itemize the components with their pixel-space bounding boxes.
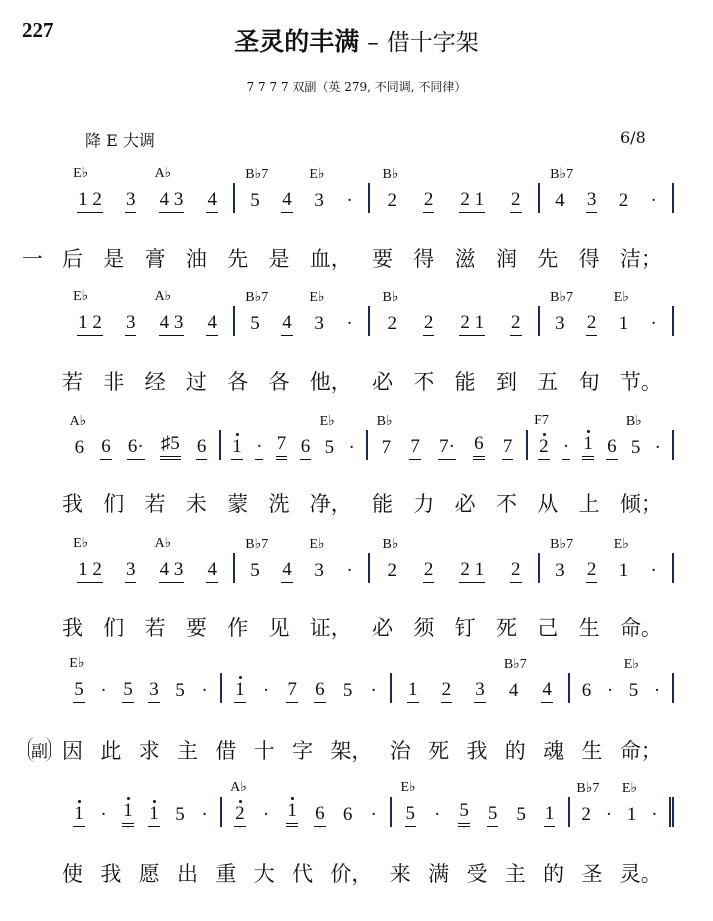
note: 4 B♭7 [550,167,574,211]
lyric-syllable: 是 [103,247,125,271]
note: 5 E♭ [319,414,335,458]
chord-symbol: B♭7 [245,290,269,305]
lyric-syllable: 力 [413,492,435,516]
note: 1 2 E♭ [77,190,103,213]
measure [235,167,370,213]
measure [62,797,222,827]
lyric-syllable: 我 [466,739,488,763]
lyric-syllable: 价， [330,862,373,886]
music-system [62,289,674,336]
note: 5 [122,680,134,703]
chord-symbol: B♭7 [550,167,574,182]
chord-symbol: A♭ [154,536,172,551]
dot-note: · [605,804,613,825]
lyric-syllable: 愿 [138,862,160,886]
note: 2 [423,313,435,336]
note: 1 E♭ [621,781,638,825]
chord-symbol: B♭7 [245,537,269,552]
note: 2 A♭ [234,804,246,827]
note: 3 E♭ [309,537,325,581]
chord-symbol: B♭ [376,414,393,429]
lyric-syllable: 倾； [619,492,662,516]
title-main: 圣灵的丰满 [234,27,360,56]
dot-note: · [201,804,208,825]
note: 4 [206,190,218,213]
note: 1 [122,801,134,827]
chord-symbol: E♭ [309,167,325,182]
lyric-syllable: 是 [268,247,290,271]
note: 3 [125,190,137,213]
note: 6 [314,680,326,703]
lyric-syllable: 经 [144,370,166,394]
lyric-syllable: 五 [537,370,559,394]
chord-symbol: B♭7 [576,781,600,796]
lyric-syllable: 旬 [578,370,600,394]
note: 6 [606,437,618,460]
lyric-syllable: 己 [537,616,559,640]
chord-symbol: E♭ [73,536,89,551]
note: 6 A♭ [69,414,87,458]
dot-note: · [654,437,661,458]
lyric-syllable: 见 [268,616,290,640]
note: 4 [281,560,293,583]
note: 6 [300,437,312,460]
dot-note: · [650,313,657,334]
note: 5 B♭7 [245,290,269,334]
chord-symbol: B♭ [382,290,399,305]
note: ♯5 [160,434,181,460]
music-system [62,656,674,703]
lyric-syllable: 我 [100,862,122,886]
measure [540,290,674,336]
note: 5 B♭7 [245,167,269,211]
lyric-syllable: 架， [330,739,373,763]
note: 3 [586,190,598,213]
lyric-syllable: 们 [103,616,125,640]
dot-note: · [653,680,661,701]
lyrics-line [62,858,662,888]
lyric-syllable: 重 [215,862,237,886]
note: 2 [510,560,522,583]
note: 5 [487,804,499,827]
lyric-syllable: 命。 [619,616,662,640]
note: 1 2 E♭ [77,560,103,583]
lyric-syllable: 灵。 [619,862,662,886]
lyrics-line [62,243,662,273]
lyric-syllable: 若 [62,370,83,394]
note: 7 [286,680,298,703]
note: 7 B♭ [376,414,393,458]
lyric-syllable: 过 [185,370,207,394]
lyric-syllable: 若 [144,616,166,640]
lyric-syllable: 的 [504,739,526,763]
note: 1 [582,434,594,460]
note: 3 [125,560,137,583]
measure [528,413,674,460]
lyric-syllable: 滋 [454,247,476,271]
note: 5 E♭ [73,680,85,703]
measure [62,414,221,460]
lyric-syllable: 受 [466,862,488,886]
note: 6 [196,437,208,460]
measure [370,290,540,336]
chord-symbol: B♭7 [550,537,574,552]
music-system [62,536,674,583]
lyric-syllable: 蒙 [227,492,249,516]
dot-note: · [650,190,657,211]
lyric-syllable: 字 [292,739,314,763]
note: 2 F7 [538,437,550,460]
lyric-syllable: 的 [543,862,565,886]
chord-symbol: E♭ [73,289,89,304]
meter-info: 7 7 7 7 双副（英 279, 不同调, 不同律） [246,80,467,94]
lyric-syllable: 十 [253,739,275,763]
measure [235,537,370,583]
note: 5 B♭7 [245,537,269,581]
lyric-syllable: 得 [413,247,435,271]
note: 3 [474,680,486,703]
note: 2 1 [459,560,485,583]
note: 2 1 [459,190,485,213]
lyric-syllable: 须 [413,616,435,640]
lyric-syllable: 要 [185,616,207,640]
note: 1 E♭ [613,537,629,581]
note: 4 [281,313,293,336]
note: 6 [100,437,112,460]
title-separator: – [367,30,379,56]
chord-symbol: E♭ [623,657,639,672]
measure [370,167,540,213]
lyric-syllable: 从 [537,492,559,516]
title-subtitle: 借十字架 [386,30,479,56]
lyric-syllable: 不 [413,370,435,394]
note: 5 [342,680,353,701]
note: 1 [148,804,160,827]
lyric-syllable: 净， [309,492,352,516]
measure [235,290,370,336]
dot-note: · [348,437,355,458]
note: 4 [541,680,553,703]
note: 2 [510,190,522,213]
lyric-syllable: 非 [103,370,125,394]
dot-note: · [370,680,377,701]
dot-note: · [370,804,377,825]
chord-symbol: E♭ [73,166,89,181]
measure [392,780,570,827]
chord-symbol: B♭7 [245,167,269,182]
note: 4 B♭7 [503,657,527,701]
note: 2 B♭7 [576,781,600,825]
note: 6 [314,804,326,827]
chord-symbol: E♭ [621,781,638,796]
note: 1 [73,804,85,827]
chord-symbol: B♭7 [550,290,574,305]
measure [540,537,674,583]
chord-symbol: A♭ [154,166,172,181]
chord-symbol: B♭ [625,414,642,429]
note: 1 [544,804,556,827]
hymn-title [0,22,713,58]
note: 5 [458,801,470,827]
lyric-syllable: 洁； [619,247,662,271]
refrain-marker: 副 [28,737,51,762]
note: 7· [438,437,456,460]
lyric-syllable: 节。 [619,370,662,394]
note: 2 [586,313,598,336]
lyric-syllable: 膏 [144,247,166,271]
chord-symbol: B♭ [382,537,399,552]
dot-note: · [606,680,614,701]
lyric-syllable: 必 [372,616,394,640]
chord-symbol: A♭ [69,414,87,429]
note: 5 E♭ [623,657,639,701]
dot-note: · [346,313,353,334]
note: 7 [276,434,288,460]
note: 6 [581,680,592,701]
lyrics-line [62,612,662,642]
lyric-syllable: 油 [185,247,207,271]
note: 4 3 A♭ [159,560,185,583]
lyric-syllable: 大 [253,862,275,886]
note: 6· [127,437,145,460]
lyric-syllable: 治 [389,739,411,763]
note: 5 E♭ [405,804,417,827]
lyric-syllable: 证， [309,616,352,640]
dot-note: · [201,680,208,701]
lyric-syllable: 来 [389,862,411,886]
lyric-syllable: 满 [428,862,450,886]
note: 7 [502,437,514,460]
measure [570,781,674,827]
note: 2 [510,313,522,336]
dot-note: · [100,804,107,825]
chord-symbol: E♭ [613,537,629,552]
note: 2 [423,190,435,213]
lyric-syllable: 钉 [454,616,476,640]
chord-symbol: A♭ [230,780,247,795]
chord-symbol: E♭ [309,290,325,305]
note: 1 [231,437,243,460]
chord-symbol: B♭ [382,167,399,182]
lyric-syllable: 主 [177,739,199,763]
lyric-syllable: 代 [292,862,314,886]
note: 4 [206,560,218,583]
dot-note: · [262,804,270,825]
lyric-syllable: 出 [177,862,199,886]
note: 3 [148,680,160,703]
lyric-syllable: 生 [581,739,603,763]
chord-symbol: E♭ [69,656,85,671]
lyric-syllable: 若 [144,492,166,516]
dot-note: · [346,190,353,211]
dot-note: · [346,560,353,581]
lyric-syllable: 他， [309,370,352,394]
chord-symbol: A♭ [154,289,172,304]
dot-note: · [255,437,263,460]
measure [570,657,674,703]
dot-note: · [650,560,657,581]
lyric-syllable: 未 [185,492,207,516]
hymn-number: 227 [22,18,54,42]
lyric-syllable: 借 [215,739,237,763]
music-system [62,413,674,460]
note: 2 B♭ [382,290,399,334]
lyric-syllable: 得 [578,247,600,271]
note: 6 [342,804,353,825]
lyric-syllable: 使 [62,862,83,886]
lyric-syllable: 主 [504,862,526,886]
lyric-syllable: 润 [495,247,517,271]
note: 1 [286,801,298,827]
chord-symbol: E♭ [319,414,335,429]
verse-number: 一 [22,247,43,271]
note: 5 B♭ [625,414,642,458]
lyric-syllable: 各 [268,370,290,394]
lyric-syllable: 能 [372,492,394,516]
note: 7 [409,437,421,460]
lyric-syllable: 先 [227,247,249,271]
note: 3 B♭7 [550,537,574,581]
note: 3 B♭7 [550,290,574,334]
note: 2 [586,560,598,583]
lyric-syllable: 们 [103,492,125,516]
dot-note: · [651,804,658,825]
note: 4 3 A♭ [159,190,185,213]
note: 3 E♭ [309,290,325,334]
note: 6 [473,434,485,460]
chord-symbol: E♭ [400,780,416,795]
note: 5 [516,804,526,825]
measure [62,536,235,583]
key-signature: 降 E 大调 [85,131,155,150]
note: 5 [175,680,185,701]
note: 2 [441,680,453,703]
chord-symbol: B♭7 [503,657,527,672]
lyric-syllable: 血， [309,247,352,271]
time-signature: 6/8 [620,128,646,147]
lyric-syllable: 后 [62,247,83,271]
lyric-syllable: 魂 [543,739,565,763]
lyric-syllable: 洗 [268,492,290,516]
music-system [62,780,674,827]
note: 1 E♭ [613,290,629,334]
note: 2 [423,560,435,583]
measure [62,289,235,336]
lyric-syllable: 命； [619,739,662,763]
note: 4 [281,190,293,213]
lyric-syllable: 各 [227,370,249,394]
note: 2 B♭ [382,167,399,211]
lyric-syllable: 作 [227,616,249,640]
lyric-syllable: 上 [578,492,600,516]
music-system [62,166,674,213]
lyric-syllable: 我 [62,492,83,516]
lyrics-line [62,735,662,765]
note: 4 3 A♭ [159,313,185,336]
note: 4 [206,313,218,336]
lyric-syllable: 因 [62,739,83,763]
note: 1 [407,680,419,703]
measure [392,657,570,703]
chord-symbol: E♭ [613,290,629,305]
lyric-syllable: 必 [372,370,394,394]
measure [62,656,222,703]
dot-note: · [434,804,441,825]
measure [221,414,368,460]
lyric-syllable: 不 [495,492,517,516]
lyrics-line [62,366,662,396]
note: 2 1 [459,313,485,336]
measure [222,673,392,703]
lyric-syllable: 要 [372,247,394,271]
lyric-syllable: 必 [454,492,476,516]
note: 1 2 E♭ [77,313,103,336]
chord-symbol: E♭ [309,537,325,552]
lyric-syllable: 我 [62,616,83,640]
note: 1 [234,680,246,703]
measure [62,166,235,213]
note: 3 [125,313,137,336]
lyric-syllable: 死 [428,739,450,763]
note: 5 [175,804,185,825]
lyric-syllable: 到 [495,370,517,394]
measure [222,780,392,827]
lyric-syllable: 圣 [581,862,603,886]
note: 3 E♭ [309,167,325,211]
measure [368,414,528,460]
lyric-syllable: 此 [100,739,122,763]
note: 2 B♭ [382,537,399,581]
chord-symbol: F7 [534,413,549,428]
dot-note: · [100,680,107,701]
lyrics-line [62,488,662,518]
dot-note: · [562,437,570,460]
lyric-syllable: 能 [454,370,476,394]
lyric-syllable: 死 [495,616,517,640]
measure [370,537,540,583]
measure [540,167,674,213]
lyric-syllable: 求 [138,739,160,763]
lyric-syllable: 生 [578,616,600,640]
note: 2 [618,190,629,211]
lyric-syllable: 先 [537,247,559,271]
dot-note: · [262,680,270,701]
